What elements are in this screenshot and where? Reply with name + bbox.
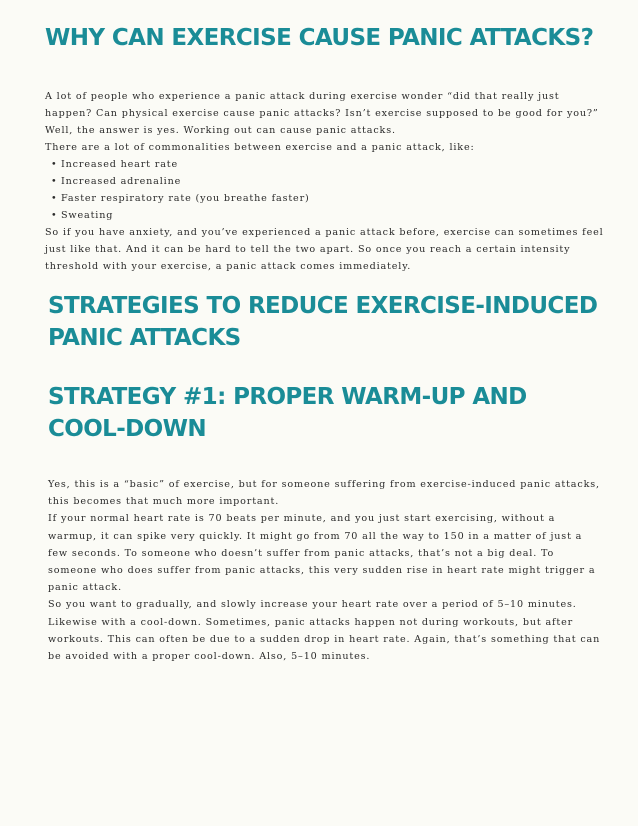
heading-strategy-1: STRATEGY #1: PROPER WARM-UP AND COOL-DOWN	[48, 384, 527, 442]
commonalities-list	[45, 156, 605, 224]
bullet-icon: •	[51, 210, 58, 221]
bullet-icon: •	[51, 159, 58, 170]
paragraph-gradual: So you want to gradually, and slowly increase your heart rate over a period of 5–10 minutes.	[48, 599, 577, 611]
paragraph-answer: Well, the answer is yes. Working out can cause panic attacks.	[45, 125, 396, 136]
list-item: • Increased heart rate	[45, 156, 605, 173]
paragraph-basic: Yes, this is a “basic” of exercise, but for someone suffering from exercise-induced panic attacks, this becomes that much more important.	[48, 479, 600, 508]
list-item: • Faster respiratory rate (you breathe faster)	[45, 190, 605, 207]
bullet-icon: •	[51, 176, 58, 187]
paragraph-cool-down: Likewise with a cool-down. Sometimes, panic attacks happen not during workouts, but after workouts. This can often be due to a sudden drop in heart rate. Again, that’s something that can be avoided with a proper cool-down. Also, 5–10 minutes.	[48, 616, 601, 663]
bullet-icon: •	[51, 193, 58, 204]
paragraph-commonalities: There are a lot of commonalities between exercise and a panic attack, like:	[45, 142, 475, 153]
paragraph-intro: A lot of people who experience a panic attack during exercise wonder “did that really just happen? Can physical exercise cause panic attacks? Isn’t exercise supposed to be good for you?”	[45, 91, 599, 119]
paragraph-conclusion: So if you have anxiety, and you’ve experienced a panic attack before, exercise can sometimes feel just like that. And it can be hard to tell the two apart. So once you reach a certain intensity threshold with your exercise, a panic attack comes immediately.	[45, 227, 604, 272]
section-strategy-1-body	[48, 476, 604, 665]
heading-strategies: STRATEGIES TO REDUCE EXERCISE-INDUCED PANIC ATTACKS	[48, 293, 598, 351]
heading-why-exercise-causes-panic: WHY CAN EXERCISE CAUSE PANIC ATTACKS?	[45, 25, 594, 51]
list-item: • Increased adrenaline	[45, 173, 605, 190]
paragraph-heart-rate: If your normal heart rate is 70 beats per minute, and you just start exercising, without a warmup, it can spike very quickly. It might go from 70 all the way to 150 in a matter of just a few seconds. To someone who doesn’t suffer from panic attacks, that’s not a big deal. To someone who does suffer from panic attacks, this very sudden rise in heart rate might trigger a panic attack.	[48, 513, 596, 594]
list-item: • Sweating	[45, 207, 605, 224]
section-why-body	[45, 88, 605, 275]
